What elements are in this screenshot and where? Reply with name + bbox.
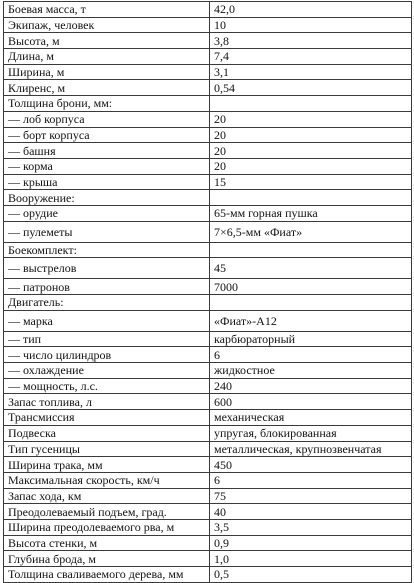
specifications-table-body xyxy=(4,2,412,583)
table-row xyxy=(4,331,412,347)
spec-value-cell: 0,54 xyxy=(210,80,412,96)
spec-value-cell: 3,1 xyxy=(210,64,412,80)
spec-label-cell: Ширина, м xyxy=(4,64,210,80)
spec-label-cell: — мощность, л.с. xyxy=(4,378,210,394)
table-row xyxy=(4,221,412,242)
table-row xyxy=(4,127,412,143)
table-row xyxy=(4,49,412,65)
table-row xyxy=(4,80,412,96)
spec-label-cell: Высота стенки, м xyxy=(4,535,210,551)
spec-value-cell: 75 xyxy=(210,488,412,504)
spec-value-cell: механическая xyxy=(210,410,412,426)
table-row xyxy=(4,363,412,379)
spec-label-cell: Толщина сваливаемого дерева, мм xyxy=(4,567,210,583)
spec-label-cell: Глубина брода, м xyxy=(4,551,210,567)
spec-label-cell: Максимальная скорость, км/ч xyxy=(4,472,210,488)
table-row xyxy=(4,33,412,49)
table-row xyxy=(4,143,412,159)
spec-label-cell: Тип гусеницы xyxy=(4,441,210,457)
spec-value-cell: 450 xyxy=(210,457,412,473)
spec-value-cell xyxy=(210,96,412,112)
table-row xyxy=(4,64,412,80)
spec-value-cell: упругая, блокированная xyxy=(210,425,412,441)
table-row xyxy=(4,295,412,311)
spec-label-cell: Вооружение: xyxy=(4,190,210,206)
spec-label-cell: Подвеска xyxy=(4,425,210,441)
spec-label-cell: — охлаждение xyxy=(4,363,210,379)
spec-value-cell xyxy=(210,242,412,258)
spec-value-cell: 6 xyxy=(210,472,412,488)
table-row xyxy=(4,17,412,33)
table-row xyxy=(4,504,412,520)
spec-value-cell: 3,8 xyxy=(210,33,412,49)
table-row xyxy=(4,258,412,279)
spec-label-cell: Двигатель: xyxy=(4,295,210,311)
spec-label-cell: — марка xyxy=(4,310,210,331)
spec-label-cell: Трансмиссия xyxy=(4,410,210,426)
table-row xyxy=(4,567,412,583)
spec-value-cell: 7000 xyxy=(210,279,412,295)
spec-value-cell: 40 xyxy=(210,504,412,520)
table-row xyxy=(4,158,412,174)
spec-label-cell: Толщина брони, мм: xyxy=(4,96,210,112)
spec-label-cell: — число цилиндров xyxy=(4,347,210,363)
spec-value-cell: 7,4 xyxy=(210,49,412,65)
table-row xyxy=(4,96,412,112)
spec-label-cell: Ширина преодолеваемого рва, м xyxy=(4,519,210,535)
spec-value-cell: 65-мм горная пушка xyxy=(210,205,412,221)
table-row xyxy=(4,425,412,441)
table-row xyxy=(4,551,412,567)
spec-label-cell: — выстрелов xyxy=(4,258,210,279)
spec-label-cell: Запас топлива, л xyxy=(4,394,210,410)
spec-value-cell: 600 xyxy=(210,394,412,410)
spec-value-cell: металлическая, крупнозвенчатая xyxy=(210,441,412,457)
table-row xyxy=(4,441,412,457)
spec-value-cell xyxy=(210,190,412,206)
spec-value-cell: 240 xyxy=(210,378,412,394)
spec-value-cell: 42,0 xyxy=(210,2,412,18)
table-row xyxy=(4,205,412,221)
table-row xyxy=(4,111,412,127)
spec-label-cell: — пулеметы xyxy=(4,221,210,242)
spec-label-cell: Клиренс, м xyxy=(4,80,210,96)
spec-label-cell: Ширина трака, мм xyxy=(4,457,210,473)
table-row xyxy=(4,190,412,206)
spec-label-cell: Высота, м xyxy=(4,33,210,49)
spec-value-cell xyxy=(210,295,412,311)
table-row xyxy=(4,535,412,551)
spec-label-cell: Длина, м xyxy=(4,49,210,65)
table-row xyxy=(4,279,412,295)
table-row xyxy=(4,378,412,394)
spec-value-cell: 20 xyxy=(210,127,412,143)
spec-label-cell: — корма xyxy=(4,158,210,174)
spec-value-cell: карбюраторный xyxy=(210,331,412,347)
spec-label-cell: — орудие xyxy=(4,205,210,221)
spec-label-cell: — тип xyxy=(4,331,210,347)
table-row xyxy=(4,410,412,426)
spec-value-cell: 0,5 xyxy=(210,567,412,583)
spec-label-cell: — башня xyxy=(4,143,210,159)
table-row xyxy=(4,394,412,410)
spec-label-cell: Запас хода, км xyxy=(4,488,210,504)
spec-label-cell: Боекомплект: xyxy=(4,242,210,258)
table-row xyxy=(4,242,412,258)
table-row xyxy=(4,174,412,190)
spec-label-cell: Боевая масса, т xyxy=(4,2,210,18)
specifications-table xyxy=(3,1,412,583)
table-row xyxy=(4,457,412,473)
spec-value-cell: 10 xyxy=(210,17,412,33)
spec-value-cell: 20 xyxy=(210,111,412,127)
spec-value-cell: жидкостное xyxy=(210,363,412,379)
spec-label-cell: Экипаж, человек xyxy=(4,17,210,33)
spec-value-cell: 45 xyxy=(210,258,412,279)
table-row xyxy=(4,472,412,488)
spec-label-cell: — лоб корпуса xyxy=(4,111,210,127)
table-row xyxy=(4,488,412,504)
spec-value-cell: 20 xyxy=(210,158,412,174)
spec-value-cell: 7×6,5-мм «Фиат» xyxy=(210,221,412,242)
table-row xyxy=(4,347,412,363)
spec-label-cell: Преодолеваемый подъем, град. xyxy=(4,504,210,520)
table-row xyxy=(4,2,412,18)
spec-value-cell: «Фиат»-А12 xyxy=(210,310,412,331)
spec-value-cell: 6 xyxy=(210,347,412,363)
spec-value-cell: 20 xyxy=(210,143,412,159)
spec-value-cell: 15 xyxy=(210,174,412,190)
spec-value-cell: 1,0 xyxy=(210,551,412,567)
spec-value-cell: 0,9 xyxy=(210,535,412,551)
table-row xyxy=(4,310,412,331)
spec-label-cell: — борт корпуса xyxy=(4,127,210,143)
table-row xyxy=(4,519,412,535)
spec-value-cell: 3,5 xyxy=(210,519,412,535)
spec-label-cell: — крыша xyxy=(4,174,210,190)
spec-label-cell: — патронов xyxy=(4,279,210,295)
